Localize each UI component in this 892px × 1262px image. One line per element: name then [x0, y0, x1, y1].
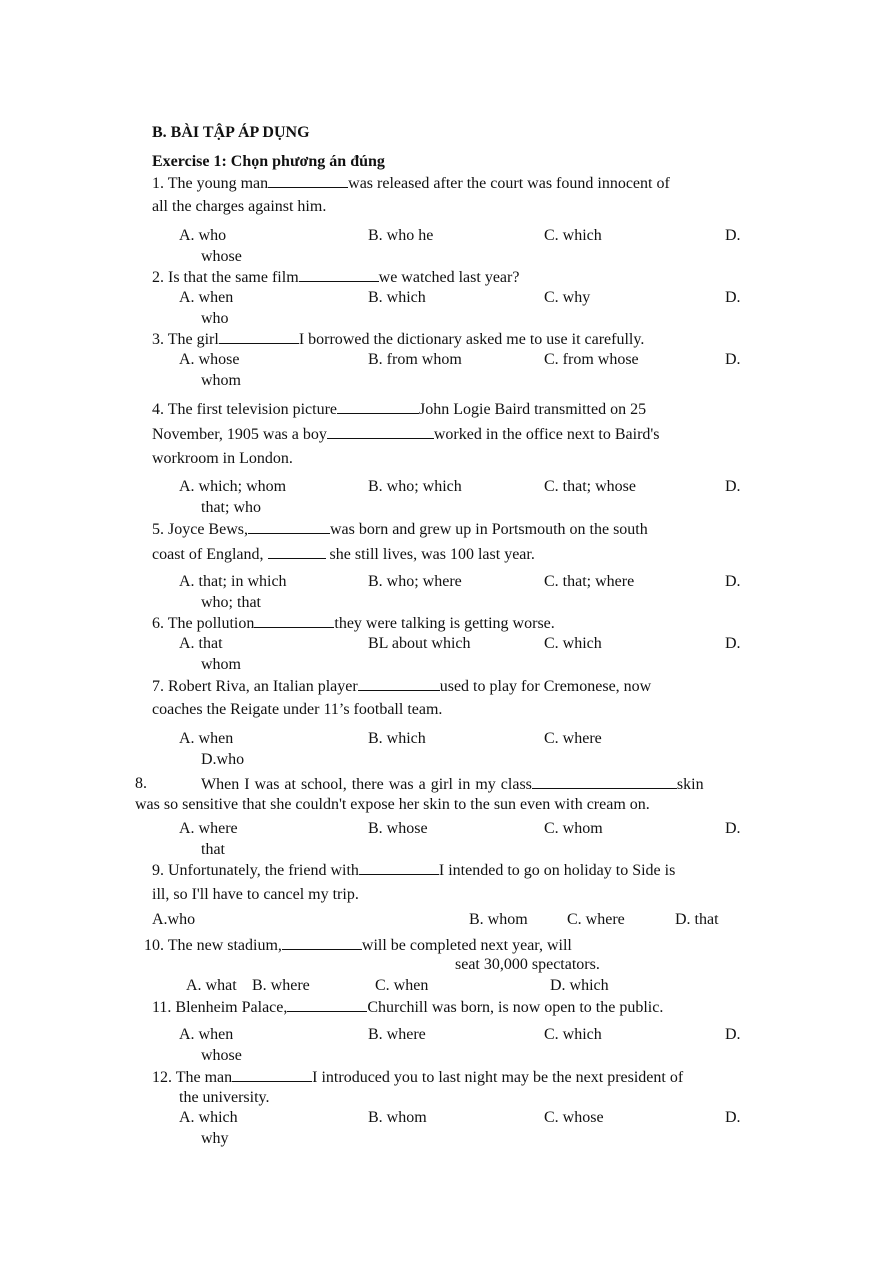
option-c: C. when [375, 977, 429, 994]
option-c: C. whom [544, 820, 603, 837]
option-b: B. who; where [368, 573, 462, 590]
option-b: BL about which [368, 635, 471, 652]
option-d-text: whose [201, 248, 242, 265]
option-c: C. which [544, 635, 602, 652]
question-8-line-1: When I was at school, there was a girl in my class skin [201, 776, 704, 793]
question-1-line-1: 1. The young man was released after the court was found innocent of [152, 175, 670, 192]
option-a: A. when [179, 289, 234, 306]
question-1-line-2: all the charges against him. [152, 198, 327, 215]
option-b: B. where [252, 977, 310, 994]
answer-blank [532, 774, 677, 789]
option-a: A. when [179, 1026, 234, 1043]
question-5-line-1: 5. Joyce Bews, was born and grew up in Portsmouth on the south [152, 521, 648, 538]
question-4-line-1: 4. The first television picture John Logie Baird transmitted on 25 [152, 401, 647, 418]
question-10-line-1: 10. The new stadium, will be completed next year, will [144, 937, 572, 954]
option-a: A. which [179, 1109, 238, 1126]
option-a: A. which; whom [179, 478, 287, 495]
option-b: B. whom [469, 911, 528, 928]
option-c: C. why [544, 289, 591, 306]
option-c: C. where [567, 911, 625, 928]
option-b: B. from whom [368, 351, 462, 368]
option-c: C. that; where [544, 573, 635, 590]
option-d: D. [725, 227, 741, 244]
option-d: D. [725, 351, 741, 368]
question-9-line-2: ill, so I'll have to cancel my trip. [152, 886, 359, 903]
question-7-line-1: 7. Robert Riva, an Italian player used to play for Cremonese, now [152, 678, 652, 695]
question-2-line-1: 2. Is that the same film we watched last year? [152, 269, 520, 286]
question-12-line-1: 12. The man I introduced you to last night may be the next president of [152, 1069, 684, 1086]
option-a: A. that [179, 635, 223, 652]
answer-blank [337, 399, 419, 414]
option-d: D. [725, 289, 741, 306]
question-7-line-2: coaches the Reigate under 11’s football team. [152, 701, 443, 718]
question-5-line-2: coast of England, she still lives, was 100 last year. [152, 546, 535, 563]
answer-blank [248, 519, 330, 534]
exercise-title: Exercise 1: Chọn phương án đúng [152, 153, 385, 170]
answer-blank [282, 935, 362, 950]
question-3-line-1: 3. The girl I borrowed the dictionary asked me to use it carefully. [152, 331, 645, 348]
option-c: C. whose [544, 1109, 604, 1126]
option-a: A. that; in which [179, 573, 287, 590]
option-d: D. [725, 1026, 741, 1043]
answer-blank [287, 997, 367, 1012]
option-c: C. which [544, 1026, 602, 1043]
option-b: B. which [368, 289, 426, 306]
option-c: C. from whose [544, 351, 639, 368]
option-a: A. what [186, 977, 237, 994]
question-6-line-1: 6. The pollution they were talking is getting worse. [152, 615, 555, 632]
option-c: C. which [544, 227, 602, 244]
answer-blank [359, 860, 439, 875]
option-d: D. that [675, 911, 719, 928]
option-a: A.who [152, 911, 196, 928]
option-d: D. [725, 635, 741, 652]
option-c: C. where [544, 730, 602, 747]
question-9-line-1: 9. Unfortunately, the friend with I intended to go on holiday to Side is [152, 862, 676, 879]
answer-blank [268, 173, 348, 188]
option-d: D. which [550, 977, 609, 994]
option-a: A. where [179, 820, 238, 837]
question-10-line-2: seat 30,000 spectators. [455, 956, 600, 973]
option-b: B. where [368, 1026, 426, 1043]
answer-blank [358, 676, 440, 691]
option-a: A. who [179, 227, 227, 244]
answer-blank [299, 267, 379, 282]
option-d-text: that; who [201, 499, 261, 516]
option-b: B. who; which [368, 478, 462, 495]
option-d-text: whose [201, 1047, 242, 1064]
question-4-line-3: workroom in London. [152, 450, 293, 467]
answer-blank [219, 329, 299, 344]
answer-blank [327, 424, 434, 439]
answer-blank [268, 544, 326, 559]
option-d-text: whom [201, 372, 241, 389]
option-b: B. who he [368, 227, 434, 244]
option-b: B. whom [368, 1109, 427, 1126]
answer-blank [232, 1067, 312, 1082]
question-8-number: 8. [135, 775, 147, 792]
option-a: A. when [179, 730, 234, 747]
question-8-line-2: was so sensitive that she couldn't expose her skin to the sun even with cream on. [135, 796, 650, 813]
option-d: D. [725, 478, 741, 495]
option-d: D. [725, 1109, 741, 1126]
question-11-line-1: 11. Blenheim Palace, Churchill was born, is now open to the public. [152, 999, 664, 1016]
question-12-line-2: the university. [179, 1089, 270, 1106]
option-d: D. [725, 573, 741, 590]
option-d-text: who; that [201, 594, 261, 611]
option-b: B. which [368, 730, 426, 747]
option-b: B. whose [368, 820, 428, 837]
section-title: B. BÀI TẬP ÁP DỤNG [152, 124, 310, 141]
option-d-text: D.who [201, 751, 245, 768]
answer-blank [254, 613, 334, 628]
option-d-text: why [201, 1130, 229, 1147]
option-d: D. [725, 820, 741, 837]
option-a: A. whose [179, 351, 240, 368]
option-c: C. that; whose [544, 478, 636, 495]
question-4-line-2: November, 1905 was a boy worked in the office next to Baird's [152, 426, 660, 443]
option-d-text: who [201, 310, 229, 327]
option-d-text: that [201, 841, 225, 858]
option-d-text: whom [201, 656, 241, 673]
